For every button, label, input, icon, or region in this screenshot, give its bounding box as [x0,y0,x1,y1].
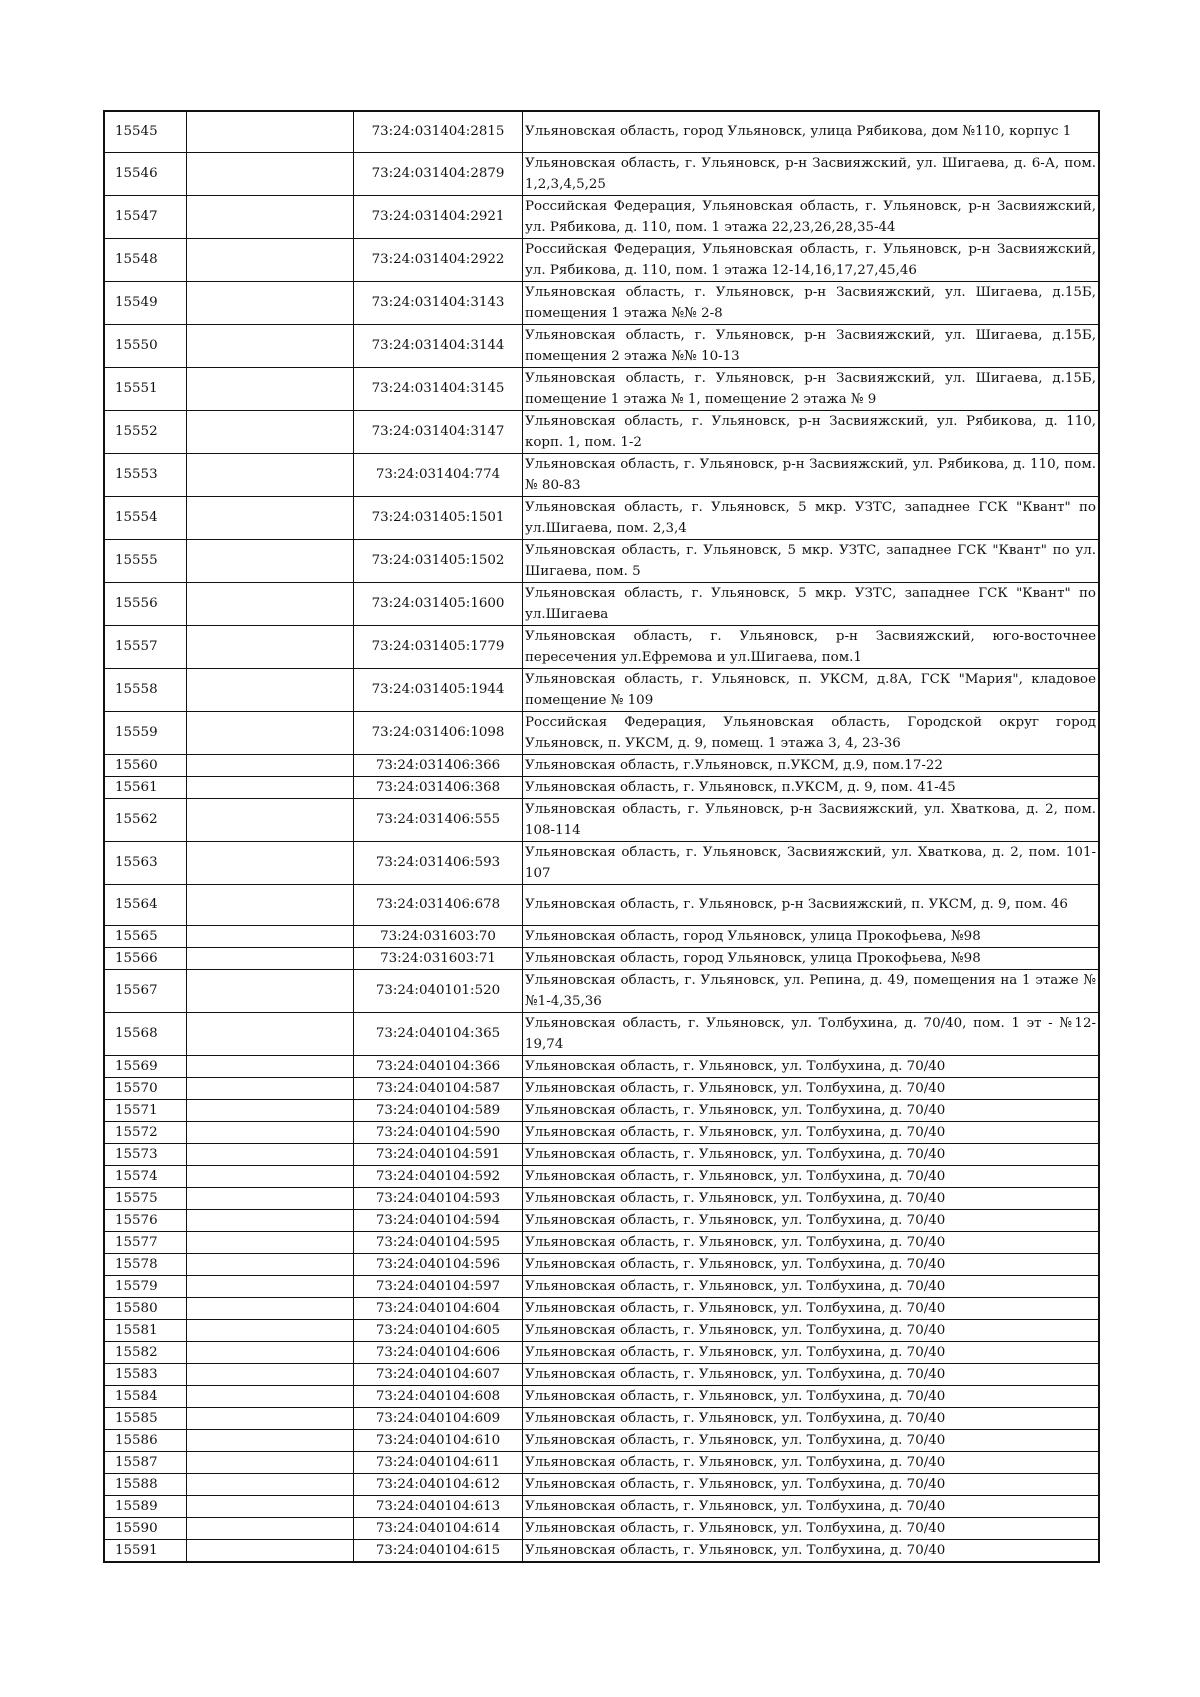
row-number-cell: 15549 [104,281,187,324]
address-cell: Ульяновская область, г. Ульяновск, ул. Толбухина, д. 70/40 [523,1275,1100,1297]
row-number-cell: 15563 [104,841,187,884]
table-row [104,776,1099,798]
cadastral-number-cell: 73:24:031406:368 [354,776,523,798]
row-number-cell: 15567 [104,969,187,1012]
row-number-cell: 15559 [104,711,187,754]
cadastral-number-cell: 73:24:040104:606 [354,1341,523,1363]
address-cell: Ульяновская область, г. Ульяновск, ул. Толбухина, д. 70/40 [523,1231,1100,1253]
table-row [104,1077,1099,1099]
row-number-cell: 15579 [104,1275,187,1297]
cadastral-number-cell: 73:24:031406:678 [354,884,523,925]
cadastral-number-cell: 73:24:040104:597 [354,1275,523,1297]
table-row [104,1407,1099,1429]
row-number-cell: 15589 [104,1495,187,1517]
row-number-cell: 15556 [104,582,187,625]
cadastral-number-cell: 73:24:031406:555 [354,798,523,841]
row-number-cell: 15587 [104,1451,187,1473]
address-cell: Ульяновская область, г. Ульяновск, р-н Засвияжский, ул. Хваткова, д. 2, пом. 108-114 [523,798,1100,841]
empty-cell [187,754,354,776]
row-number-cell: 15571 [104,1099,187,1121]
row-number-cell: 15561 [104,776,187,798]
table-row [104,324,1099,367]
empty-cell [187,625,354,668]
address-cell: Ульяновская область, г. Ульяновск, ул. Толбухина, д. 70/40 [523,1495,1100,1517]
table-row [104,1275,1099,1297]
address-cell: Ульяновская область, г. Ульяновск, ул. Толбухина, д. 70/40 [523,1429,1100,1451]
address-cell: Ульяновская область, г. Ульяновск, р-н Засвияжский, ул. Рябикова, д. 110, корп. 1, пом. 1-2 [523,410,1100,453]
cadastral-number-cell: 73:24:031404:3144 [354,324,523,367]
row-number-cell: 15565 [104,925,187,947]
table-row [104,1319,1099,1341]
cadastral-number-cell: 73:24:040104:595 [354,1231,523,1253]
empty-cell [187,1143,354,1165]
address-cell: Ульяновская область, г. Ульяновск, п. УКСМ, д.8А, ГСК "Мария", кладовое помещение № 109 [523,668,1100,711]
empty-cell [187,582,354,625]
cadastral-number-cell: 73:24:040104:607 [354,1363,523,1385]
row-number-cell: 15577 [104,1231,187,1253]
property-registry-table [103,110,1100,1563]
address-cell: Ульяновская область, г. Ульяновск, ул. Толбухина, д. 70/40 [523,1055,1100,1077]
row-number-cell: 15582 [104,1341,187,1363]
cadastral-number-cell: 73:24:031405:1502 [354,539,523,582]
empty-cell [187,776,354,798]
table-row [104,711,1099,754]
row-number-cell: 15550 [104,324,187,367]
row-number-cell: 15566 [104,947,187,969]
empty-cell [187,1055,354,1077]
cadastral-number-cell: 73:24:040101:520 [354,969,523,1012]
cadastral-number-cell: 73:24:031404:774 [354,453,523,496]
table-row [104,1341,1099,1363]
empty-cell [187,410,354,453]
table-row [104,453,1099,496]
empty-cell [187,1341,354,1363]
address-cell: Ульяновская область, г. Ульяновск, р-н Засвияжский, ул. Шигаева, д. 6-А, пом. 1,2,3,4,5,25 [523,152,1100,195]
empty-cell [187,539,354,582]
table-row [104,625,1099,668]
table-row [104,798,1099,841]
cadastral-number-cell: 73:24:031406:1098 [354,711,523,754]
row-number-cell: 15576 [104,1209,187,1231]
table-row [104,1209,1099,1231]
cadastral-number-cell: 73:24:031404:2922 [354,238,523,281]
row-number-cell: 15548 [104,238,187,281]
row-number-cell: 15551 [104,367,187,410]
row-number-cell: 15557 [104,625,187,668]
empty-cell [187,1539,354,1562]
address-cell: Ульяновская область, г. Ульяновск, ул. Толбухина, д. 70/40 [523,1253,1100,1275]
address-cell: Ульяновская область, г. Ульяновск, ул. Толбухина, д. 70/40 [523,1187,1100,1209]
empty-cell [187,1429,354,1451]
row-number-cell: 15552 [104,410,187,453]
address-cell: Российская Федерация, Ульяновская область, Городской округ город Ульяновск, п. УКСМ, д. 9, помещ. 1 этажа 3, 4, 23-36 [523,711,1100,754]
empty-cell [187,1099,354,1121]
empty-cell [187,711,354,754]
row-number-cell: 15547 [104,195,187,238]
cadastral-number-cell: 73:24:031405:1600 [354,582,523,625]
row-number-cell: 15554 [104,496,187,539]
address-cell: Ульяновская область, г. Ульяновск, п.УКСМ, д. 9, пом. 41-45 [523,776,1100,798]
cadastral-number-cell: 73:24:031406:593 [354,841,523,884]
address-cell: Ульяновская область, г.Ульяновск, п.УКСМ, д.9, пом.17-22 [523,754,1100,776]
address-cell: Ульяновская область, г. Ульяновск, ул. Толбухина, д. 70/40 [523,1099,1100,1121]
address-cell: Российская Федерация, Ульяновская область, г. Ульяновск, р-н Засвияжский, ул. Рябикова, д. 110, пом. 1 этажа 12-14,16,17,27,45,46 [523,238,1100,281]
cadastral-number-cell: 73:24:040104:614 [354,1517,523,1539]
empty-cell [187,152,354,195]
address-cell: Ульяновская область, г. Ульяновск, ул. Репина, д. 49, помещения на 1 этаже №№1-4,35,36 [523,969,1100,1012]
empty-cell [187,668,354,711]
empty-cell [187,453,354,496]
row-number-cell: 15591 [104,1539,187,1562]
cadastral-number-cell: 73:24:040104:592 [354,1165,523,1187]
table-body [104,111,1099,1562]
table-row [104,1495,1099,1517]
empty-cell [187,281,354,324]
row-number-cell: 15560 [104,754,187,776]
address-cell: Ульяновская область, г. Ульяновск, ул. Толбухина, д. 70/40 [523,1363,1100,1385]
cadastral-number-cell: 73:24:031405:1944 [354,668,523,711]
empty-cell [187,1385,354,1407]
address-cell: Ульяновская область, г. Ульяновск, ул. Толбухина, д. 70/40 [523,1407,1100,1429]
empty-cell [187,195,354,238]
empty-cell [187,884,354,925]
table-row [104,496,1099,539]
empty-cell [187,1231,354,1253]
empty-cell [187,1012,354,1055]
empty-cell [187,1209,354,1231]
cadastral-number-cell: 73:24:040104:587 [354,1077,523,1099]
address-cell: Ульяновская область, г. Ульяновск, ул. Толбухина, д. 70/40 [523,1121,1100,1143]
row-number-cell: 15575 [104,1187,187,1209]
empty-cell [187,1319,354,1341]
cadastral-number-cell: 73:24:040104:611 [354,1451,523,1473]
table-row [104,582,1099,625]
empty-cell [187,1077,354,1099]
empty-cell [187,969,354,1012]
address-cell: Ульяновская область, г. Ульяновск, ул. Толбухина, д. 70/40 [523,1077,1100,1099]
row-number-cell: 15584 [104,1385,187,1407]
row-number-cell: 15585 [104,1407,187,1429]
row-number-cell: 15546 [104,152,187,195]
cadastral-number-cell: 73:24:031404:3143 [354,281,523,324]
table-row [104,367,1099,410]
empty-cell [187,798,354,841]
table-row [104,539,1099,582]
empty-cell [187,1275,354,1297]
address-cell: Ульяновская область, г. Ульяновск, ул. Толбухина, д. 70/40 [523,1451,1100,1473]
table-row [104,1143,1099,1165]
address-cell: Ульяновская область, г. Ульяновск, 5 мкр. УЗТС, западнее ГСК "Квант" по ул.Шигаева, пом. 2,3,4 [523,496,1100,539]
address-cell: Ульяновская область, город Ульяновск, улица Прокофьева, №98 [523,925,1100,947]
row-number-cell: 15580 [104,1297,187,1319]
empty-cell [187,1473,354,1495]
cadastral-number-cell: 73:24:040104:610 [354,1429,523,1451]
address-cell: Ульяновская область, г. Ульяновск, ул. Толбухина, д. 70/40 [523,1297,1100,1319]
address-cell: Ульяновская область, г. Ульяновск, ул. Толбухина, д. 70/40 [523,1385,1100,1407]
address-cell: Ульяновская область, г. Ульяновск, 5 мкр. УЗТС, западнее ГСК "Квант" по ул. Шигаева, пом. 5 [523,539,1100,582]
table-row [104,1055,1099,1077]
cadastral-number-cell: 73:24:040104:613 [354,1495,523,1517]
empty-cell [187,1363,354,1385]
address-cell: Ульяновская область, г. Ульяновск, ул. Толбухина, д. 70/40 [523,1319,1100,1341]
table-row [104,195,1099,238]
empty-cell [187,1253,354,1275]
cadastral-number-cell: 73:24:040104:593 [354,1187,523,1209]
cadastral-number-cell: 73:24:040104:605 [354,1319,523,1341]
address-cell: Ульяновская область, г. Ульяновск, р-н Засвияжский, ул. Рябикова, д. 110, пом. № 80-83 [523,453,1100,496]
cadastral-number-cell: 73:24:031404:3145 [354,367,523,410]
empty-cell [187,1165,354,1187]
row-number-cell: 15574 [104,1165,187,1187]
table-row [104,410,1099,453]
cadastral-number-cell: 73:24:040104:366 [354,1055,523,1077]
row-number-cell: 15578 [104,1253,187,1275]
table-row [104,1539,1099,1562]
table-row [104,281,1099,324]
cadastral-number-cell: 73:24:031404:2879 [354,152,523,195]
table-row [104,1429,1099,1451]
empty-cell [187,1407,354,1429]
row-number-cell: 15545 [104,111,187,152]
cadastral-number-cell: 73:24:040104:591 [354,1143,523,1165]
table-row [104,1012,1099,1055]
address-cell: Ульяновская область, г. Ульяновск, ул. Толбухина, д. 70/40 [523,1143,1100,1165]
empty-cell [187,1297,354,1319]
empty-cell [187,947,354,969]
row-number-cell: 15583 [104,1363,187,1385]
table-row [104,969,1099,1012]
address-cell: Ульяновская область, г. Ульяновск, 5 мкр. УЗТС, западнее ГСК "Квант" по ул.Шигаева [523,582,1100,625]
table-row [104,1473,1099,1495]
empty-cell [187,496,354,539]
cadastral-number-cell: 73:24:031404:2921 [354,195,523,238]
empty-cell [187,1121,354,1143]
address-cell: Ульяновская область, город Ульяновск, улица Прокофьева, №98 [523,947,1100,969]
address-cell: Ульяновская область, г. Ульяновск, р-н Засвияжский, юго-восточнее пересечения ул.Ефремова и ул.Шигаева, пом.1 [523,625,1100,668]
cadastral-number-cell: 73:24:031404:2815 [354,111,523,152]
address-cell: Российская Федерация, Ульяновская область, г. Ульяновск, р-н Засвияжский, ул. Рябикова, д. 110, пом. 1 этажа 22,23,26,28,35-44 [523,195,1100,238]
empty-cell [187,1517,354,1539]
table-row [104,1253,1099,1275]
cadastral-number-cell: 73:24:040104:596 [354,1253,523,1275]
cadastral-number-cell: 73:24:040104:594 [354,1209,523,1231]
address-cell: Ульяновская область, г. Ульяновск, ул. Толбухина, д. 70/40 [523,1209,1100,1231]
cadastral-number-cell: 73:24:040104:615 [354,1539,523,1562]
cadastral-number-cell: 73:24:031404:3147 [354,410,523,453]
address-cell: Ульяновская область, город Ульяновск, улица Рябикова, дом №110, корпус 1 [523,111,1100,152]
table-row [104,1385,1099,1407]
cadastral-number-cell: 73:24:040104:589 [354,1099,523,1121]
table-row [104,1165,1099,1187]
row-number-cell: 15573 [104,1143,187,1165]
row-number-cell: 15590 [104,1517,187,1539]
table-row [104,884,1099,925]
cadastral-number-cell: 73:24:040104:604 [354,1297,523,1319]
address-cell: Ульяновская область, г. Ульяновск, р-н Засвияжский, ул. Шигаева, д.15Б, помещения 1 этажа №№ 2-8 [523,281,1100,324]
row-number-cell: 15553 [104,453,187,496]
table-row [104,1231,1099,1253]
row-number-cell: 15568 [104,1012,187,1055]
table-row [104,841,1099,884]
address-cell: Ульяновская область, г. Ульяновск, р-н Засвияжский, ул. Шигаева, д.15Б, помещение 1 этажа № 1, помещение 2 этажа № 9 [523,367,1100,410]
empty-cell [187,1187,354,1209]
table-row [104,1451,1099,1473]
cadastral-number-cell: 73:24:031603:70 [354,925,523,947]
address-cell: Ульяновская область, г. Ульяновск, р-н Засвияжский, ул. Шигаева, д.15Б, помещения 2 этажа №№ 10-13 [523,324,1100,367]
table-row [104,947,1099,969]
table-row [104,1099,1099,1121]
table-row [104,668,1099,711]
table-row [104,1517,1099,1539]
empty-cell [187,925,354,947]
cadastral-number-cell: 73:24:040104:608 [354,1385,523,1407]
row-number-cell: 15558 [104,668,187,711]
cadastral-number-cell: 73:24:040104:612 [354,1473,523,1495]
address-cell: Ульяновская область, г. Ульяновск, ул. Толбухина, д. 70/40 [523,1341,1100,1363]
table-row [104,1187,1099,1209]
row-number-cell: 15581 [104,1319,187,1341]
cadastral-number-cell: 73:24:040104:365 [354,1012,523,1055]
row-number-cell: 15555 [104,539,187,582]
empty-cell [187,111,354,152]
cadastral-number-cell: 73:24:031405:1501 [354,496,523,539]
empty-cell [187,1495,354,1517]
empty-cell [187,841,354,884]
cadastral-number-cell: 73:24:031603:71 [354,947,523,969]
cadastral-number-cell: 73:24:031406:366 [354,754,523,776]
empty-cell [187,324,354,367]
empty-cell [187,238,354,281]
empty-cell [187,1451,354,1473]
address-cell: Ульяновская область, г. Ульяновск, ул. Толбухина, д. 70/40 [523,1165,1100,1187]
row-number-cell: 15562 [104,798,187,841]
row-number-cell: 15586 [104,1429,187,1451]
table-row [104,1363,1099,1385]
cadastral-number-cell: 73:24:031405:1779 [354,625,523,668]
table-row [104,1121,1099,1143]
row-number-cell: 15570 [104,1077,187,1099]
address-cell: Ульяновская область, г. Ульяновск, Засвияжский, ул. Хваткова, д. 2, пом. 101-107 [523,841,1100,884]
table-row [104,925,1099,947]
row-number-cell: 15588 [104,1473,187,1495]
address-cell: Ульяновская область, г. Ульяновск, ул. Толбухина, д. 70/40 [523,1517,1100,1539]
table-row [104,111,1099,152]
cadastral-number-cell: 73:24:040104:590 [354,1121,523,1143]
cadastral-number-cell: 73:24:040104:609 [354,1407,523,1429]
table-row [104,238,1099,281]
address-cell: Ульяновская область, г. Ульяновск, р-н Засвияжский, п. УКСМ, д. 9, пом. 46 [523,884,1100,925]
document-page [103,110,1100,1563]
address-cell: Ульяновская область, г. Ульяновск, ул. Толбухина, д. 70/40 [523,1539,1100,1562]
row-number-cell: 15572 [104,1121,187,1143]
address-cell: Ульяновская область, г. Ульяновск, ул. Толбухина, д. 70/40 [523,1473,1100,1495]
empty-cell [187,367,354,410]
row-number-cell: 15564 [104,884,187,925]
row-number-cell: 15569 [104,1055,187,1077]
address-cell: Ульяновская область, г. Ульяновск, ул. Толбухина, д. 70/40, пом. 1 эт - №12-19,74 [523,1012,1100,1055]
table-row [104,1297,1099,1319]
table-row [104,754,1099,776]
table-row [104,152,1099,195]
